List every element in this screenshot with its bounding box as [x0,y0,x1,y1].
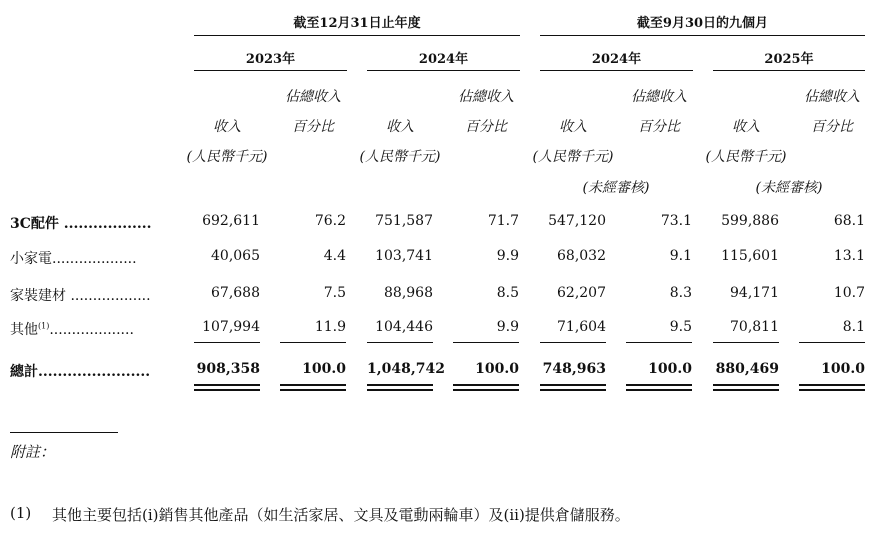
subtotal-line [367,342,433,343]
subtotal-line [540,342,606,343]
table-cell: 9.9 [496,248,519,264]
table-cell: 68,032 [557,248,606,264]
subtotal-line [626,342,692,343]
total-cell: 100.0 [648,361,692,377]
divider [713,70,865,71]
total-label: 總計....................... [10,364,151,380]
double-underline [367,384,433,386]
revenue-unit: (人民幣千元) [532,149,614,165]
divider [194,35,520,36]
table-cell: 67,688 [211,285,260,301]
table-cell: 62,207 [557,285,606,301]
revenue-unit: (人民幣千元) [359,149,441,165]
table-cell: 9.1 [669,248,692,264]
double-underline [280,389,346,391]
subtotal-line [194,342,260,343]
year-header: 2024年 [418,52,469,67]
table-cell: 599,886 [721,213,779,229]
divider [194,70,347,71]
row-label-small-appliances: 小家電................... [10,251,137,267]
year-header: 2023年 [245,52,296,67]
row-label-dots: ................... [49,322,134,338]
year-header: 2024年 [591,52,642,67]
table-cell: 547,120 [548,213,606,229]
table-cell: 11.9 [314,319,346,335]
double-underline [453,389,519,391]
pct-header: 百分比 [465,119,507,135]
divider [367,70,520,71]
table-cell: 692,611 [202,213,260,229]
table-cell: 88,968 [384,285,433,301]
table-cell: 7.5 [323,285,346,301]
pct-header: 百分比 [638,119,680,135]
subtotal-line [453,342,519,343]
table-cell: 751,587 [375,213,433,229]
total-cell: 100.0 [821,361,865,377]
table-cell: 73.1 [660,213,692,229]
period-header-nine-months: 截至9月30日的九個月 [636,16,769,31]
table-cell: 8.3 [669,285,692,301]
divider [540,35,865,36]
table-cell: 4.4 [323,248,346,264]
table-cell: 71,604 [557,319,606,335]
divider [540,70,693,71]
table-cell: 115,601 [721,248,779,264]
double-underline [799,384,865,386]
table-cell: 70,811 [730,319,779,335]
pct-header: 佔總收入 [804,89,860,105]
unaudited-label: (未經審核) [755,180,823,196]
table-cell: 103,741 [375,248,433,264]
footnote-separator [10,432,118,433]
revenue-unit: (人民幣千元) [186,149,268,165]
note-marker: (1) [10,504,32,522]
double-underline [280,384,346,386]
revenue-header: 收入 [386,119,414,135]
double-underline [540,384,606,386]
table-cell: 13.1 [833,248,865,264]
table-cell: 8.5 [496,285,519,301]
pct-header: 佔總收入 [285,89,341,105]
row-label-3c: 3C配件 .................. [10,216,152,232]
subtotal-line [713,342,779,343]
double-underline [799,389,865,391]
table-cell: 76.2 [314,213,346,229]
pct-header: 佔總收入 [631,89,687,105]
unaudited-label: (未經審核) [582,180,650,196]
table-cell: 107,994 [202,319,260,335]
total-cell: 880,469 [715,361,779,377]
revenue-header: 收入 [213,119,241,135]
footnote-marker: (1) [38,321,50,331]
double-underline [194,384,260,386]
note-text: 其他主要包括(i)銷售其他產品（如生活家居、文具及電動兩輪車）及(ii)提供倉儲服務。 [52,506,630,524]
double-underline [626,384,692,386]
double-underline [713,389,779,391]
total-cell: 908,358 [196,361,260,377]
year-header: 2025年 [764,52,814,67]
total-cell: 748,963 [542,361,606,377]
table-cell: 71.7 [487,213,519,229]
notes-heading: 附註： [10,443,56,461]
table-cell: 9.9 [496,319,519,335]
total-cell: 100.0 [302,361,346,377]
period-header-annual: 截至12月31日止年度 [293,16,421,31]
double-underline [194,389,260,391]
double-underline [540,389,606,391]
pct-header: 百分比 [292,119,334,135]
table-cell: 94,171 [730,285,779,301]
pct-header: 百分比 [811,119,853,135]
double-underline [626,389,692,391]
table-cell: 104,446 [375,319,433,335]
revenue-unit: (人民幣千元) [705,149,787,165]
revenue-header: 收入 [732,119,760,135]
table-cell: 10.7 [833,285,865,301]
table-cell: 68.1 [833,213,865,229]
row-label-others [10,319,134,339]
table-cell: 8.1 [842,319,865,335]
row-label-home-building: 家裝建材 .................. [10,288,151,304]
double-underline [713,384,779,386]
double-underline [367,389,433,391]
row-label-others-text: 其他 [10,322,38,338]
subtotal-line [280,342,346,343]
revenue-header: 收入 [559,119,587,135]
total-cell: 100.0 [475,361,519,377]
total-cell: 1,048,742 [367,361,445,377]
subtotal-line [799,342,865,343]
pct-header: 佔總收入 [458,89,514,105]
double-underline [453,384,519,386]
table-cell: 9.5 [669,319,692,335]
table-cell: 40,065 [211,248,260,264]
